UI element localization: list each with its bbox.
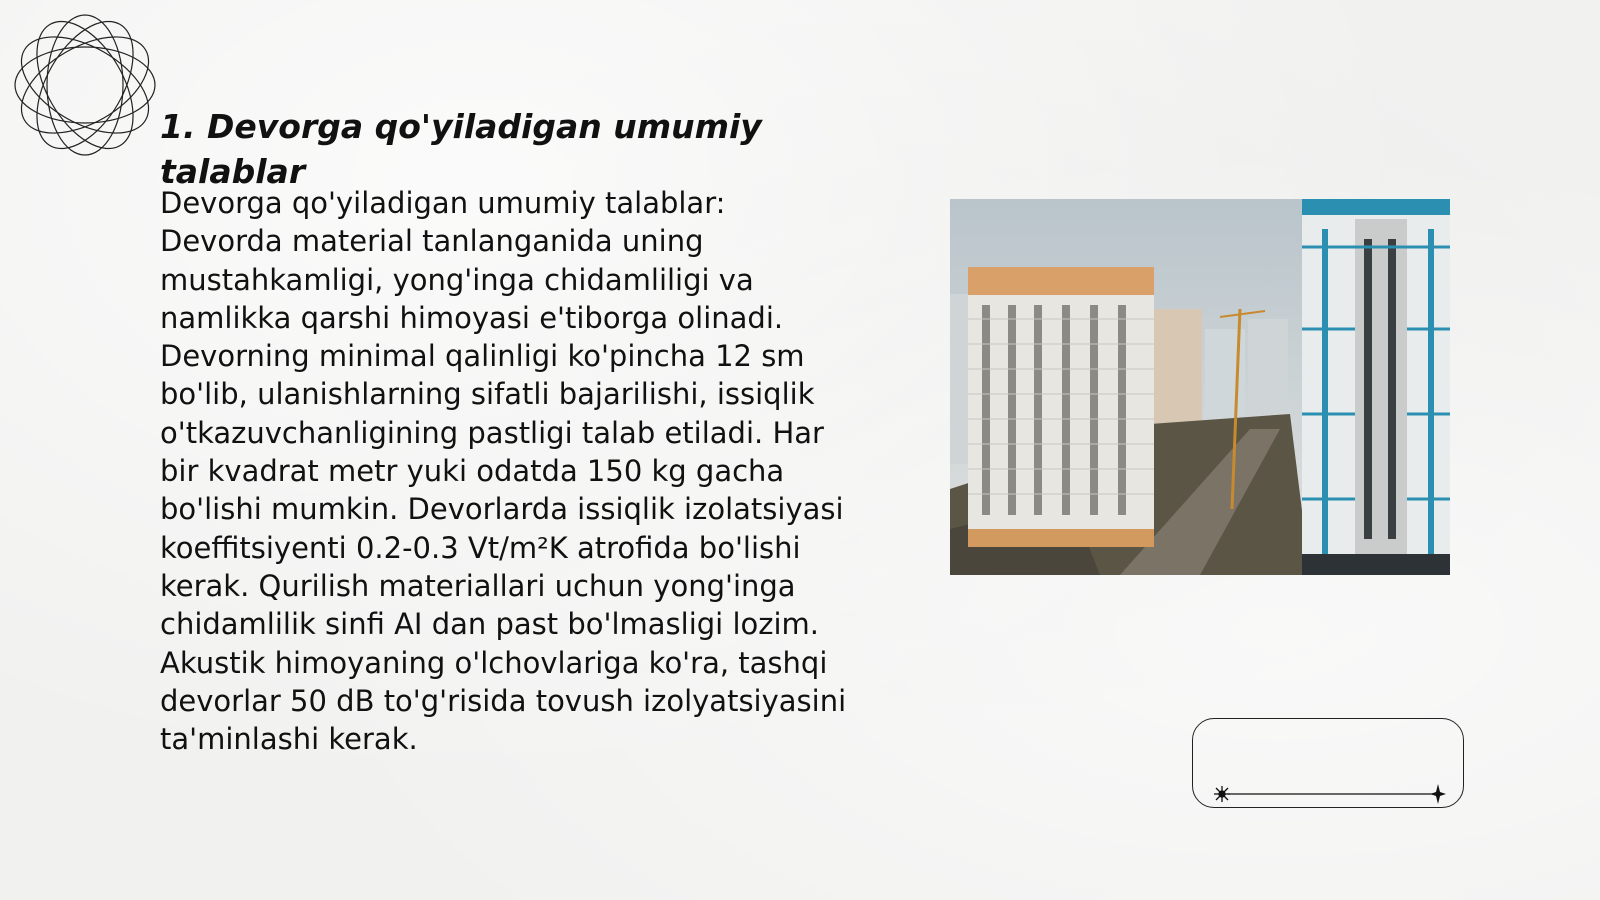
sparkle-star-icon (1214, 786, 1230, 802)
decorative-line-with-stars (1212, 784, 1446, 804)
building-photo (950, 199, 1450, 575)
slide-body-text: Devorga qo'yiladigan umumiy talablar: Devorda material tanlanganida uning mustahkamligi, yong'inga chidamliligi va namlikka qarshi himoyasi e'tiborga olinadi. Devorning minimal qalinligi ko'pincha 12 sm bo'lib, ulanishlarning sifatli bajarilishi, issiqlik o'tkazuvchanligining pastligi talab etiladi. Har bir kvadrat metr yuki odatda 150 kg gacha bo'lishi mumkin. Devorlarda issiqlik izolatsiyasi koeffitsiyenti 0.2-0.3 Vt/m²K atrofida bo'lishi kerak. Qurilish materiallari uchun yong'inga chidamlilik sinfi AI dan past bo'lmasligi lozim. Akustik himoyaning o'lchovlariga ko'ra, tashqi devorlar 50 dB to'g'risida tovush izolyatsiyasini ta'minlashi kerak. (160, 186, 847, 757)
four-point-star-icon (1430, 784, 1446, 804)
circular-rosette-icon (10, 10, 160, 160)
slide-title: 1. Devorga qo'yiladigan umumiy talablar (160, 107, 762, 191)
